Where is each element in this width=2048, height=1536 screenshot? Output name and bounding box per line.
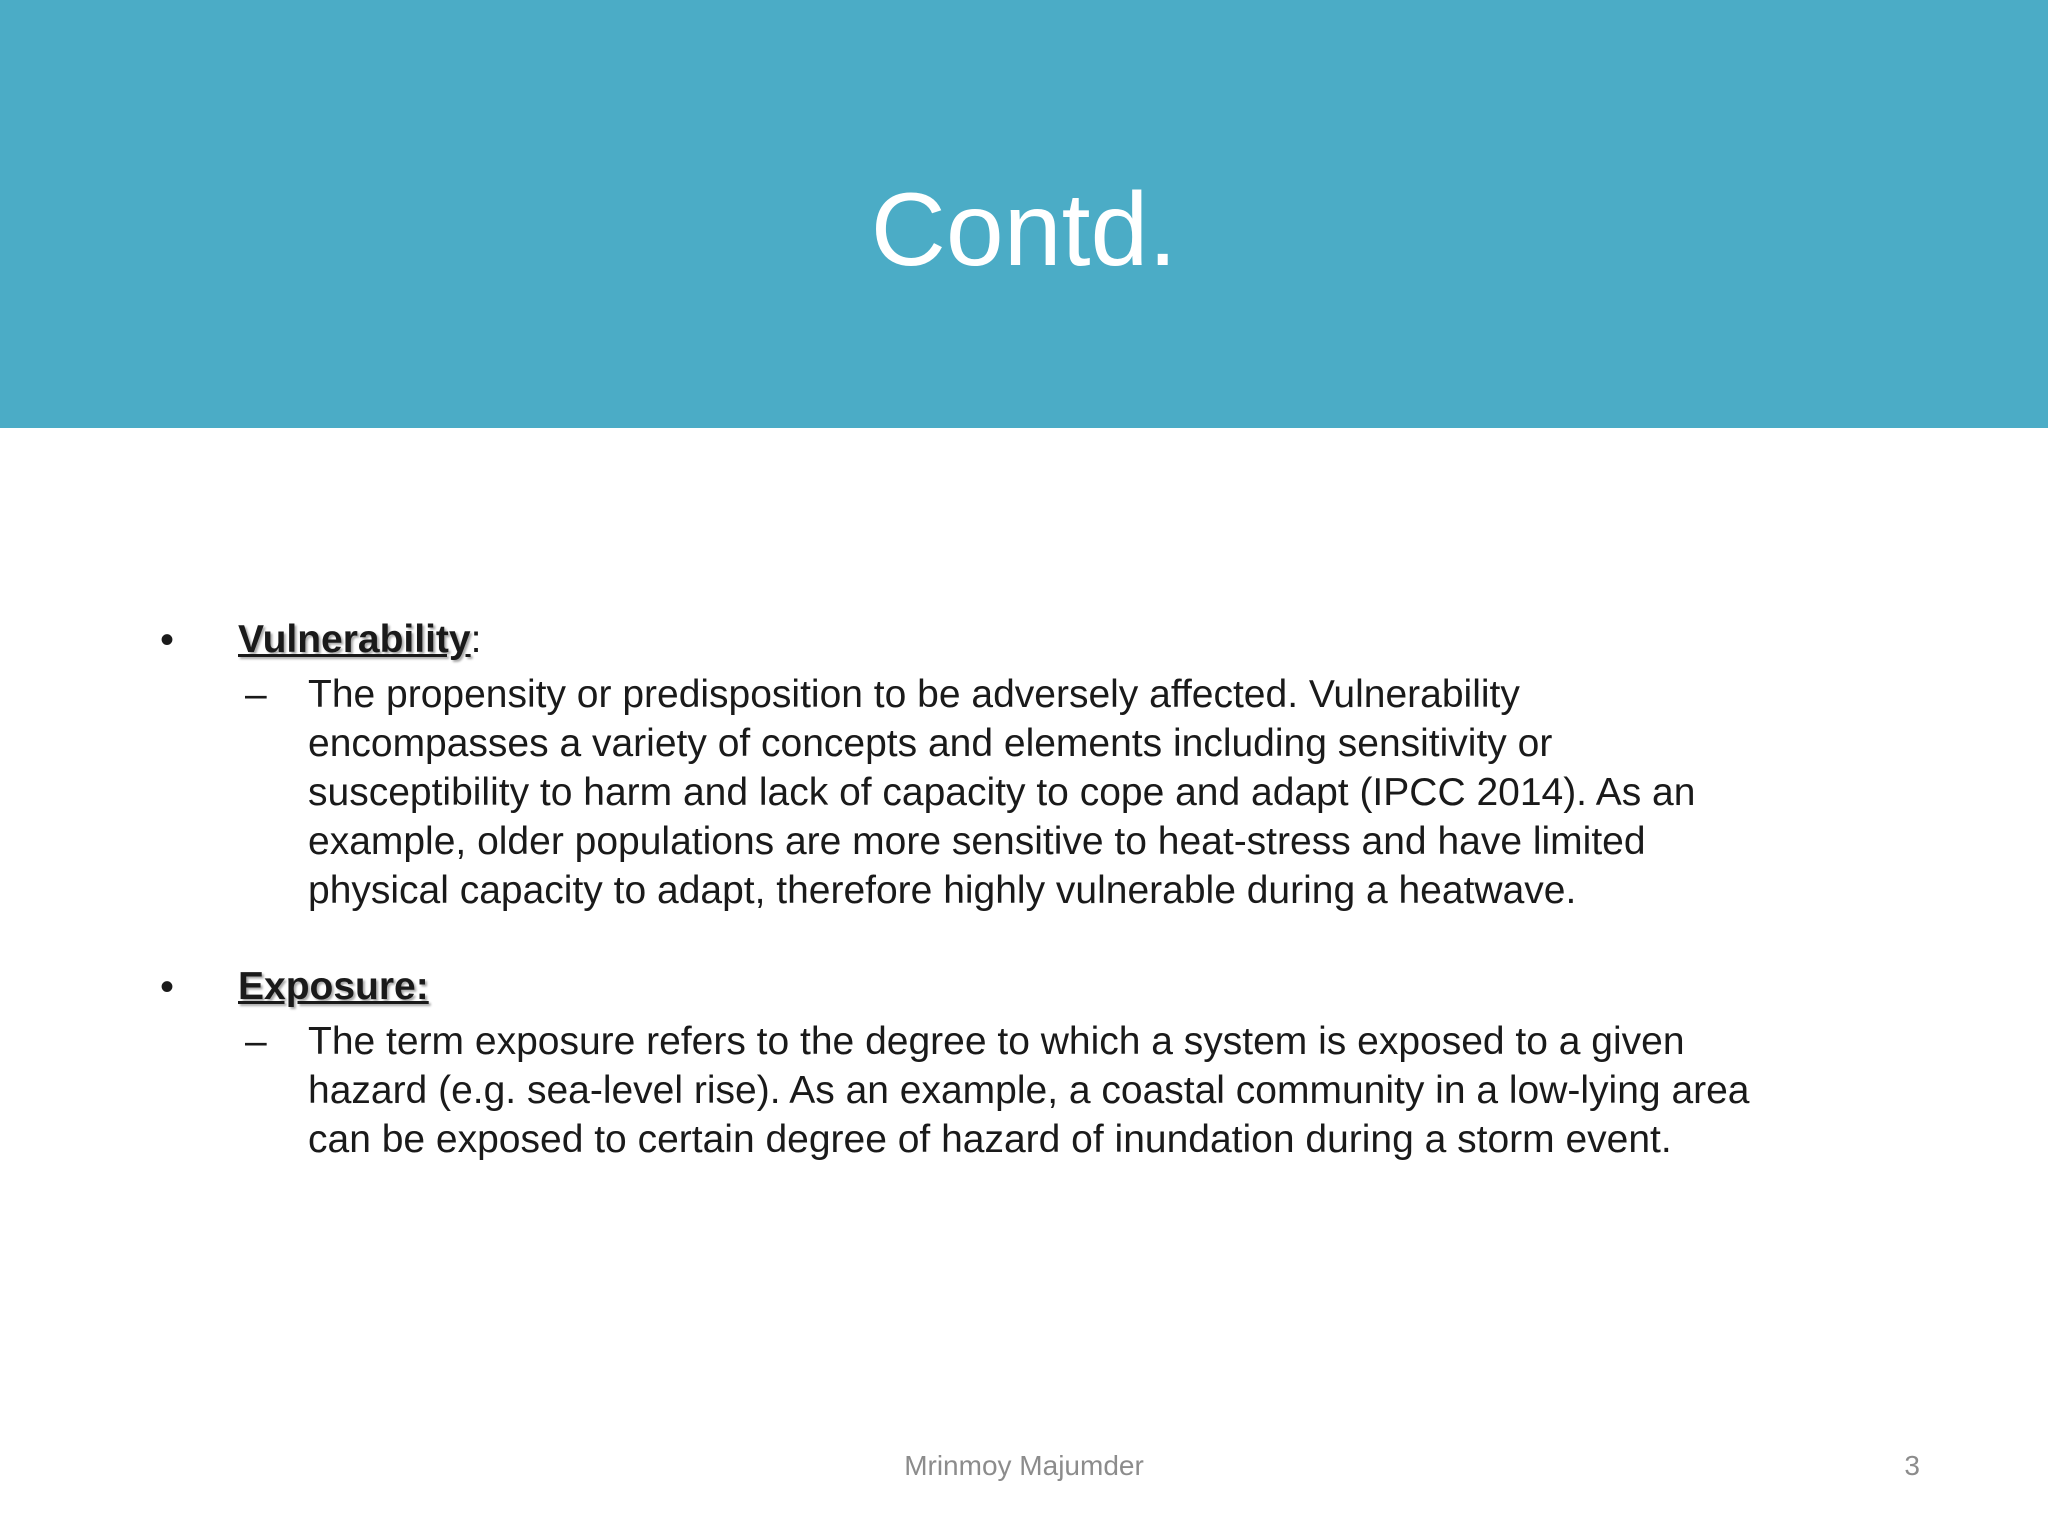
definition-line: physical capacity to adapt, therefore highly vulnerable during a heatwave. — [308, 869, 1577, 912]
bullet-exposure — [160, 959, 1900, 1164]
bullet-icon: • — [160, 618, 175, 662]
definition-line: hazard (e.g. sea-level rise). As an example, a coastal community in a low-lying area — [308, 1069, 1750, 1112]
term-colon: : — [470, 618, 482, 661]
term-vulnerability: Vulnerability — [238, 618, 471, 661]
definition-text — [308, 670, 1900, 915]
bullet-vulnerability — [160, 612, 1900, 915]
definition-line: The term exposure refers to the degree to which a system is exposed to a given — [308, 1020, 1685, 1063]
slide-title: Contd. — [870, 172, 1178, 288]
definition-line: can be exposed to certain degree of hazard of inundation during a storm event. — [308, 1118, 1672, 1161]
footer-author: Mrinmoy Majumder — [904, 1450, 1144, 1481]
definition-line: encompasses a variety of concepts and elements including sensitivity or — [308, 722, 1553, 765]
definition-line: The propensity or predisposition to be adversely affected. Vulnerability — [308, 673, 1520, 716]
definition-text — [308, 1017, 1900, 1164]
sub-bullet-vulnerability — [218, 670, 1900, 915]
bullet-heading — [238, 959, 1900, 1015]
title-band — [0, 0, 2048, 428]
page-number: 3 — [1904, 1450, 1920, 1481]
definition-line: susceptibility to harm and lack of capacity to cope and adapt (IPCC 2014). As an — [308, 771, 1696, 814]
dash-icon: – — [245, 673, 267, 716]
bullet-heading — [238, 612, 1900, 668]
term-exposure: Exposure: — [238, 965, 429, 1008]
bullet-icon: • — [160, 965, 175, 1009]
sub-bullet-exposure — [218, 1017, 1900, 1164]
definition-line: example, older populations are more sensitive to heat-stress and have limited — [308, 820, 1646, 863]
dash-icon: – — [245, 1020, 267, 1063]
slide-content — [160, 612, 1900, 1164]
